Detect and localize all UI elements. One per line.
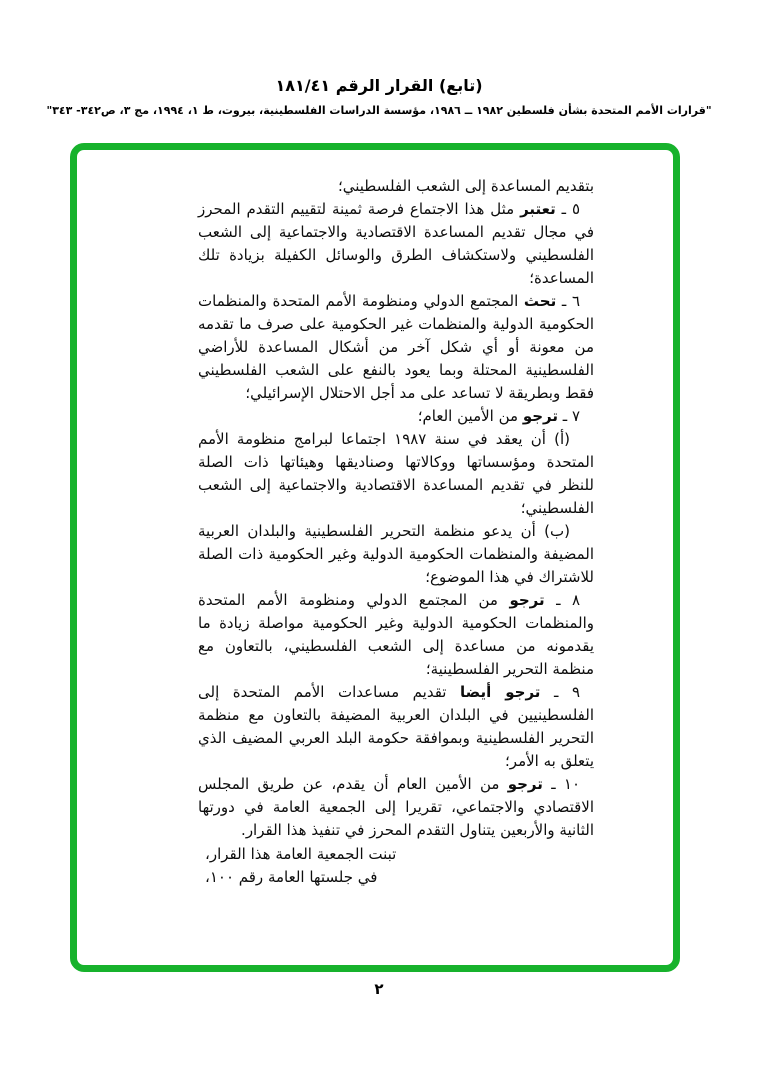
- clause-6: [198, 290, 594, 405]
- clause-10-number: ١٠ ـ: [542, 775, 581, 793]
- clause-9: [198, 681, 594, 773]
- clause-9-lead-word: ترجو أيضا: [460, 683, 541, 701]
- clause-7-number: ٧ ـ: [558, 407, 580, 425]
- clause-10-text: من الأمين العام أن يقدم، عن طريق المجلس الاقتصادي والاجتماعي، تقريرا إلى الجمعية العامة في دورتها الثانية والأربعين يتناول التقدم المحرز في تنفيذ هذا القرار.: [198, 775, 594, 839]
- clause-8-lead-word: ترجو: [509, 591, 545, 609]
- adoption-note-line: تبنت الجمعية العامة هذا القرار،: [205, 845, 397, 863]
- clause-5: [198, 198, 594, 290]
- clause-9-number: ٩ ـ: [540, 683, 580, 701]
- clause-6-number: ٦ ـ: [556, 292, 580, 310]
- subclause-a: [198, 428, 594, 520]
- clause-5-text: مثل هذا الاجتماع فرصة ثمينة لتقييم التقدم المحرز في مجال تقديم المساعدة الاقتصادية والاجتماعية إلى الشعب الفلسطيني ولاستكشاف الطرق والوسائل الكفيلة بزيادة تلك المساعدة؛: [198, 200, 594, 287]
- clause-7-text: من الأمين العام؛: [417, 407, 523, 425]
- clause-6-text: المجتمع الدولي ومنظومة الأمم المتحدة والمنظمات الحكومية الدولية والمنظمات غير الحكومية على صرف ما تقدمه من معونة أو أي شكل آخر من أشكال المساعدة للأراضي الفلسطينية المحتلة وبما يعود بالنفع على الشعب الفلسطيني فقط وبطريقة لا تساعد على مد أجل الاحتلال الإسرائيلي؛: [198, 292, 594, 402]
- subclause-a-marker: (أ): [545, 430, 571, 448]
- subclause-a-text: أن يعقد في سنة ١٩٨٧ اجتماعا لبرامج منظومة الأمم المتحدة ومؤسساتها ووكالاتها وصناديقها وهيئاتها ذات الصلة للنظر في تقديم المساعدة الاقتصادية والاجتماعية إلى الشعب الفلسطيني؛: [198, 430, 594, 517]
- session-note-line: في جلستها العامة رقم ١٠٠،: [205, 868, 378, 886]
- clause-5-number: ٥ ـ: [555, 200, 580, 218]
- clause-10: [198, 773, 594, 842]
- clause-5-lead-word: تعتبر: [520, 200, 556, 218]
- clause-8: [198, 589, 594, 681]
- clause-10-lead-word: ترجو: [507, 775, 543, 793]
- clause-7-lead-word: ترجو: [522, 407, 558, 425]
- subclause-b-marker: (ب): [535, 522, 570, 540]
- clause-7: [198, 405, 594, 428]
- subclause-b: [198, 520, 594, 589]
- clause-6-lead-word: تحث: [523, 292, 557, 310]
- resolution-title: (تابع) القرار الرقم ١٨١/٤١: [275, 76, 483, 95]
- adoption-note-block: [198, 843, 594, 889]
- clause-8-text: من المجتمع الدولي ومنظومة الأمم المتحدة والمنظمات الحكومية الدولية وغير الحكومية مواصلة زيادة ما يقدمونه من مساعدة إلى الشعب الفلسطيني، بالتعاون مع منظمة التحرير الفلسطينية؛: [198, 591, 594, 678]
- clause-8-number: ٨ ـ: [544, 591, 580, 609]
- intro-line: بتقديم المساعدة إلى الشعب الفلسطيني؛: [337, 177, 594, 195]
- subclause-b-text: أن يدعو منظمة التحرير الفلسطينية والبلدان العربية المضيفة والمنظمات الحكومية الدولية وغير الحكومية ذات الصلة للاشتراك في هذا الموضوع؛: [198, 522, 594, 586]
- clause-9-text: تقديم مساعدات الأمم المتحدة إلى الفلسطينيين في البلدان العربية المضيفة بالتعاون مع منظمة التحرير الفلسطينية وبموافقة حكومة البلد العربي المضيف الذي يتعلق به الأمر؛: [198, 683, 594, 770]
- page-number: ٢: [374, 980, 384, 998]
- resolution-body: [198, 175, 594, 889]
- source-citation: "قرارات الأمم المتحدة بشأن فلسطين ١٩٨٢ ــ ١٩٨٦، مؤسسة الدراسات الفلسطينية، بيروت، ط ١، ١٩٩٤، مج ٣، ص٣٤٢- ٣٤٣": [46, 104, 712, 117]
